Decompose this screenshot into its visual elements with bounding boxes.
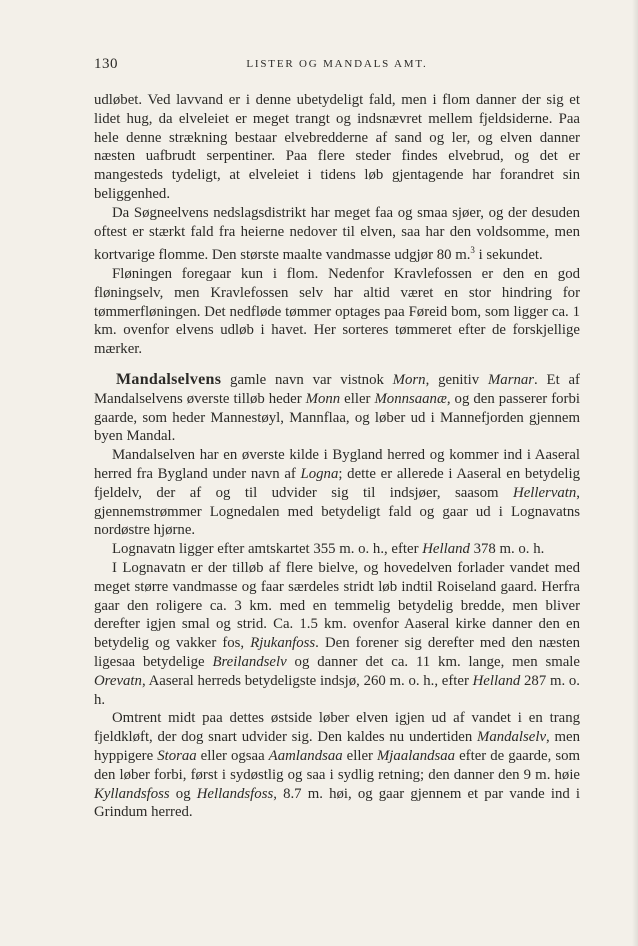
paragraph-p7 [94,559,580,709]
text-run: Omtrent midt paa dettes østside løber elven igjen ud af vandet i en trang fjeldkløft, der dog snart udvider sig. Den kaldes nu undertiden [94,710,580,746]
paragraph-p6 [94,540,580,559]
text-run: i sekundet. [474,247,543,264]
text-run: ; dette er allerede i Aaseral en betydelig fjeldelv, der af og til udvider sig til indsjøer, saasom [94,466,580,501]
running-title: LISTER OG MANDALS AMT. [246,58,428,70]
italic-name: Aamlandsaa [268,748,343,765]
page-number: 130 [94,56,118,72]
italic-name: Mjaalandsaa [376,748,456,765]
text-run: , men hyppigere [94,729,580,765]
text-run: I Lognavatn er der tilløb af flere bielve, og hovedelven forlader vandet med meget større vandmasse og faar særdeles stridt løb indtil Roiseland gaard. Herfra gaar den roligere ca. 3 km. med en temmelig betydelig bredde, men bliver derefter igjen smal og strid. Ca. 1.5 km. ovenfor Aaseral kirke danner den en betydelig og vakker fos, [94,560,580,652]
text-run: , gjennemstrømmer Lognedalen med betydeligt fald og gaar ud i Lognavatns nordøstre hjørne. [94,484,580,539]
italic-name: Kyllandsfoss [94,785,170,802]
text-run: Mandalselven har en øverste kilde i Bygland herred og kommer ind i Aaseral herred fra Bygland under navn af [94,447,580,483]
text-run: , og den passerer forbi gaarde, som heder Mannestøyl, Mannflaa, og løber ud i Mannefjorden gjennem byen Mandal. [94,390,580,445]
italic-name: Storaa [157,748,197,765]
body-text [94,91,580,822]
italic-name: Breilandselv [212,654,287,671]
text-run: Da Søgneelvens nedslagsdistrikt har meget faa og smaa sjøer, og der desuden oftest er stærkt fald fra heierne nedover til elven, saa har den voldsomme, men kortvarige flomme. Den største maalte vandmasse udgjør 80 m. [94,204,580,264]
italic-name: Hellandsfoss [196,785,274,802]
text-run: . Den forener sig derefter med den næsten ligesaa betydelige [94,635,580,671]
italic-name: Mandalselv [477,729,547,746]
italic-name: Monnsaanæ [374,390,447,407]
paragraph-p2 [94,204,580,265]
text-run: 378 m. o. h. [469,541,545,558]
text-run: . Et af Mandalselvens øverste tilløb heder [94,372,580,407]
italic-name: Logna [300,466,339,483]
italic-name: Helland [472,672,521,689]
paragraph-p4 [94,371,580,446]
section-title: Mandalselvens [116,371,222,389]
text-run: og danner det ca. 11 km. lange, men smale [286,654,580,671]
paragraph-p5 [94,446,580,540]
text-run: gamle navn var vistnok [221,372,393,389]
text-run: eller [342,748,377,765]
italic-name: Monn [305,390,341,407]
text-run: 287 m. o. h. [94,672,580,708]
text-run: Lognavatn ligger efter amtskartet 355 m. o. h., efter [112,541,423,558]
italic-name: Marnar [487,372,535,389]
paragraph-p1 [94,91,580,204]
superscript: 3 [470,245,475,256]
text-run: , genitiv [425,372,488,389]
text-run: udløbet. Ved lavvand er i denne ubetydeligt fald, men i flom danner der sig et lidet hug, da elveleiet er meget trangt og indsnævret mellem fjeldsiderne. Paa hele denne strækning bestaar elvebredderne af sand og ler, og elven danner næsten uafbrudt serpentiner. Paa flere steder findes elvebrud, og det er mangesteds tydeligt, at elveleiet i tidens løb gjentagende har forandret sin beliggenhed. [94,92,580,202]
page-header [94,56,580,80]
text-run: og [169,785,197,802]
italic-name: Orevatn [94,672,142,689]
text-run: Fløningen foregaar kun i flom. Nedenfor Kravlefossen er den en god fløningselv, men Kravlefossen selv har altid været en stor hindring for tømmerfløningen. Det nedfløde tømmer optages paa Føreid bom, som ligger ca. 1 km. ovenfor elvens udløb i havet. Her sorteres tømmeret efter de forskjellige mærker. [94,266,580,358]
italic-name: Hellervatn [513,484,577,501]
text-run: efter de gaarde, som den løber forbi, først i sydøstlig og saa i sydlig retning; den danner den 9 m. høie [94,748,580,783]
page-edge-shadow [632,0,638,946]
text-run: , Aaseral herreds betydeligste indsjø, 260 m. o. h., efter [141,672,473,689]
text-run: eller [340,390,375,407]
italic-name: Rjukanfoss [250,635,316,652]
italic-name: Helland [422,541,470,558]
italic-name: Morn [392,372,426,389]
paragraph-p8 [94,709,580,822]
text-run: , 8.7 m. høi, og gaar gjennem et par vande ind i Grindum herred. [94,785,580,821]
paragraph-p3 [94,265,580,359]
text-run: eller ogsaa [196,748,269,765]
